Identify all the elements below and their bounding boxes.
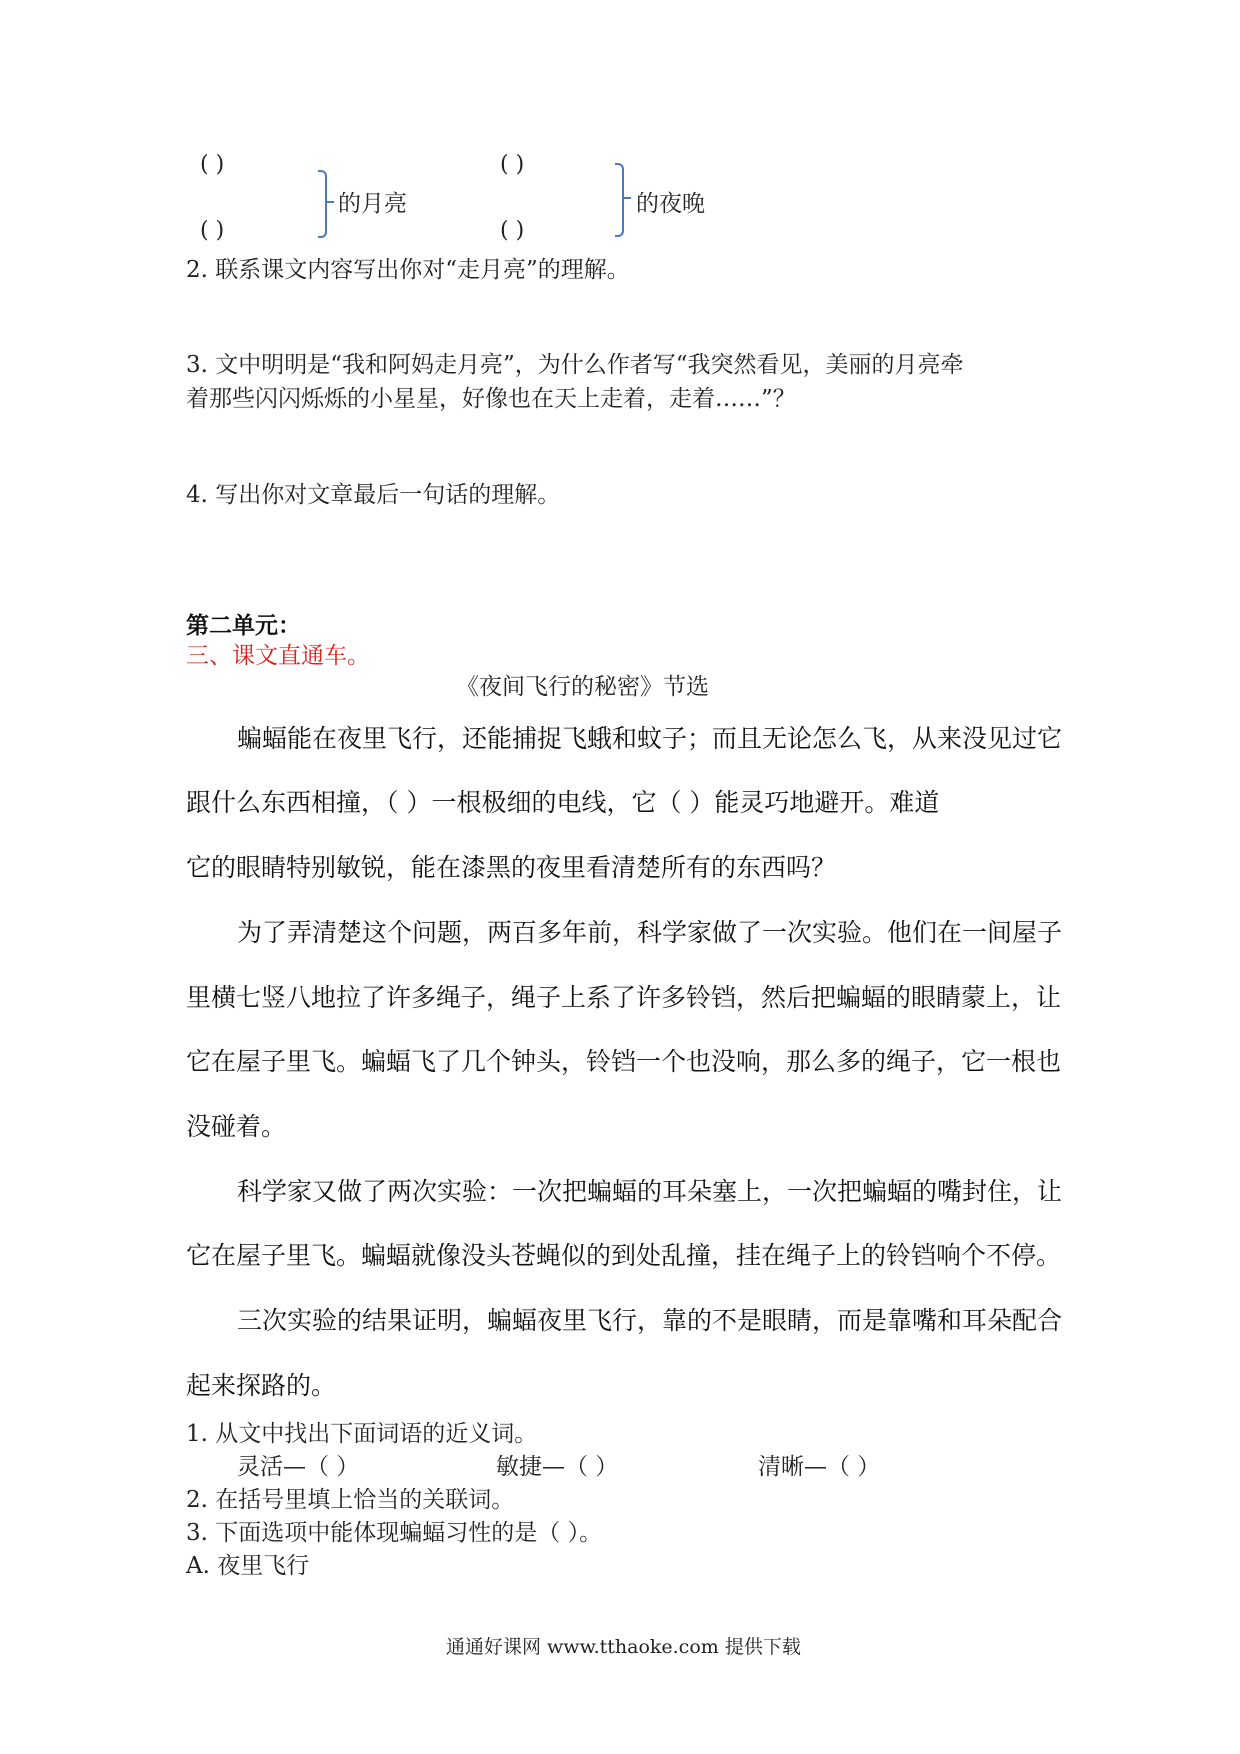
brace-left-tick [326,201,334,203]
label-night: 的夜晚 [636,191,705,217]
blank-left-top: ( ) [200,152,225,177]
passage-line: 蝙蝠能在夜里飞行，还能捕捉飞蛾和蚊子；而且无论怎么飞，从来没见过它 [237,724,1063,753]
passage-title: 《夜间飞行的秘密》节选 [456,674,709,700]
unit2-question-1: 1. 从文中找出下面词语的近义词。 [186,1421,538,1447]
passage-line: 三次实验的结果证明，蝙蝠夜里飞行，靠的不是眼睛，而是靠嘴和耳朵配合 [237,1306,1063,1335]
label-moon: 的月亮 [338,191,407,217]
synonym-1: 灵活—（ ） [237,1454,360,1480]
brace-right-tick [623,197,631,199]
blank-left-bottom: ( ) [200,218,225,243]
passage-line: 它的眼睛特别敏锐，能在漆黑的夜里看清楚所有的东西吗？ [186,853,837,882]
brace-left [318,170,327,238]
passage-line: 跟什么东西相撞，（ ）一根极细的电线，它（ ）能灵巧地避开。难道 [186,788,940,817]
section-heading: 三、课文直通车。 [186,643,370,669]
question-3-line1: 3. 文中明明是“我和阿妈走月亮”，为什么作者写“我突然看见，美丽的月亮牵 [186,352,964,378]
brace-right [615,163,624,237]
passage-line: 里横七竖八地拉了许多绳子，绳子上系了许多铃铛，然后把蝙蝠的眼睛蒙上，让 [186,983,1062,1012]
question-3-line2: 着那些闪闪烁烁的小星星，好像也在天上走着，走着……”？ [186,386,796,412]
passage-line: 科学家又做了两次实验：一次把蝙蝠的耳朵塞上，一次把蝙蝠的嘴封住，让 [237,1177,1063,1206]
option-a: A. 夜里飞行 [186,1553,310,1579]
passage-line: 它在屋子里飞。蝙蝠飞了几个钟头，铃铛一个也没响，那么多的绳子，它一根也 [186,1047,1062,1076]
blank-right-top: ( ) [500,152,525,177]
passage-line: 起来探路的。 [186,1371,337,1400]
passage-line: 没碰着。 [186,1112,287,1141]
question-2: 2. 联系课文内容写出你对“走月亮”的理解。 [186,257,630,283]
passage-line: 为了弄清楚这个问题，两百多年前，科学家做了一次实验。他们在一间屋子 [237,918,1063,947]
blank-right-bottom: ( ) [500,218,525,243]
unit2-question-2: 2. 在括号里填上恰当的关联词。 [186,1487,515,1513]
unit-heading: 第二单元： [186,613,301,639]
synonym-2: 敏捷—（ ） [496,1454,619,1480]
synonym-3: 清晰—（ ） [758,1454,881,1480]
passage-line: 它在屋子里飞。蝙蝠就像没头苍蝇似的到处乱撞，挂在绳子上的铃铛响个不停。 [186,1241,1062,1270]
unit2-question-3: 3. 下面选项中能体现蝙蝠习性的是（ ）。 [186,1520,603,1546]
page-footer: 通通好课网 www.tthaoke.com 提供下载 [446,1636,801,1658]
question-4: 4. 写出你对文章最后一句话的理解。 [186,482,561,508]
